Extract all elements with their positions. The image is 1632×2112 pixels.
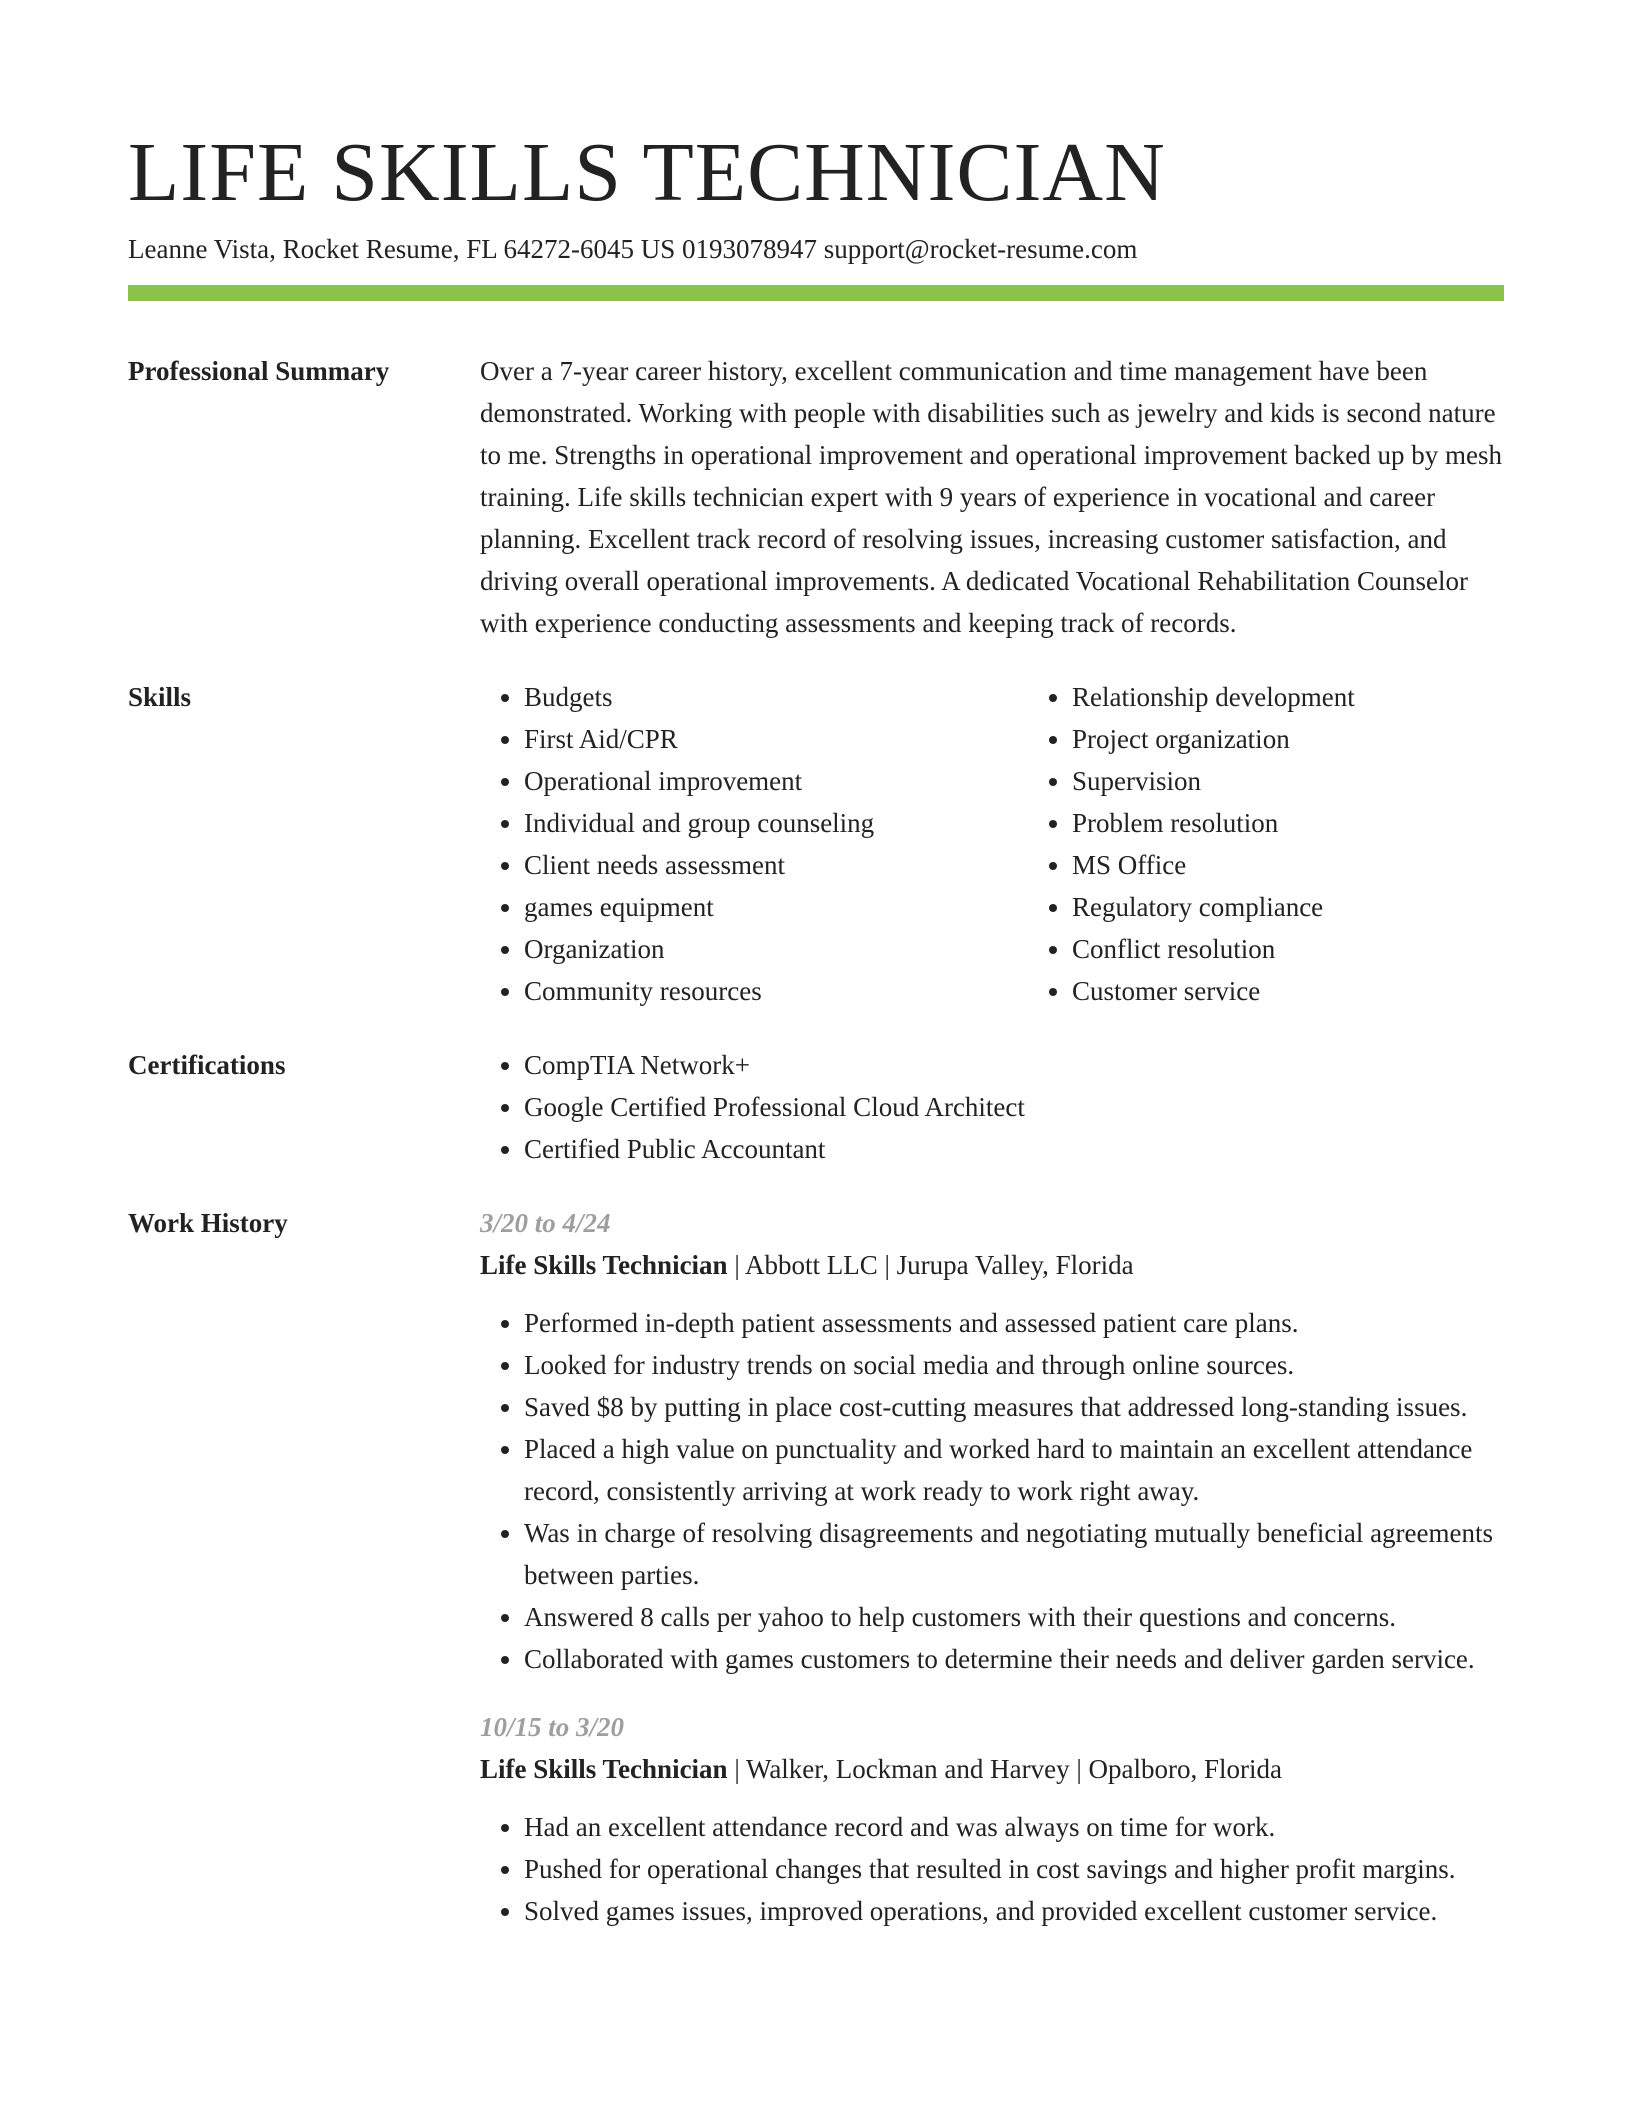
section-label-skills: Skills [128,682,192,712]
skill-item: • Individual and group counseling [524,802,984,844]
certification-item: • Google Certified Professional Cloud Architect [524,1086,1504,1128]
job-bullet: • Was in charge of resolving disagreements and negotiating mutually beneficial agreements between parties. [524,1512,1504,1596]
job-entry [480,1202,1504,1680]
resume-sections [128,350,1504,1990]
job-title: Life Skills Technician [480,1754,728,1784]
skill-item: • Client needs assessment [524,844,984,886]
skill-item: • games equipment [524,886,984,928]
skill-item: • Community resources [524,970,984,1012]
header-divider [128,285,1504,301]
page-title: LIFE SKILLS TECHNICIAN [128,126,1166,219]
job-bullet: • Solved games issues, improved operations, and provided excellent customer service. [524,1890,1504,1932]
job-bullet: • Saved $8 by putting in place cost-cutting measures that addressed long-standing issues. [524,1386,1504,1428]
job-bullets [480,1806,1504,1932]
contact-info: Leanne Vista, Rocket Resume, FL 64272-6045 US 0193078947 support@rocket-resume.com [128,234,1138,264]
skill-item: • Conflict resolution [1072,928,1532,970]
section-label-work-history: Work History [128,1208,288,1238]
skills-body [480,676,1504,1012]
job-details: | Abbott LLC | Jurupa Valley, Florida [727,1250,1134,1280]
certification-item: • CompTIA Network+ [524,1044,1504,1086]
skill-item: • Supervision [1072,760,1532,802]
summary-section [128,350,1504,644]
job-title: Life Skills Technician [480,1250,728,1280]
job-bullet: • Placed a high value on punctuality and worked hard to maintain an excellent attendance record, consistently arriving at work ready to work right away. [524,1428,1504,1512]
job-bullet: • Performed in-depth patient assessments and assessed patient care plans. [524,1302,1504,1344]
skill-item: • Organization [524,928,984,970]
job-bullets [480,1302,1504,1680]
skill-item: • Relationship development [1072,676,1532,718]
skill-item: • Budgets [524,676,984,718]
certification-item: • Certified Public Accountant [524,1128,1504,1170]
skill-item: • MS Office [1072,844,1532,886]
work-history-section [128,1202,1504,1958]
skills-section [128,676,1504,1012]
certifications-section [128,1044,1504,1170]
job-bullet: • Answered 8 calls per yahoo to help customers with their questions and concerns. [524,1596,1504,1638]
summary-text: Over a 7-year career history, excellent communication and time management have been demonstrated. Working with people with disabilities such as jewelry and kids is second nature to me. Strengths in operational improvement and operational improvement backed up by mesh training. Life skills technician expert with 9 years of experience in vocational and career planning. Excellent track record of resolving issues, increasing customer satisfaction, and driving overall operational improvements. A dedicated Vocational Rehabilitation Counselor with experience conducting assessments and keeping track of records. [480,356,1502,638]
skill-item: • Problem resolution [1072,802,1532,844]
skill-item: • Project organization [1072,718,1532,760]
job-entry [480,1706,1504,1932]
job-header [480,1244,1504,1286]
skill-item: • Operational improvement [524,760,984,802]
job-bullet: • Pushed for operational changes that resulted in cost savings and higher profit margins. [524,1848,1504,1890]
work-history-body [480,1202,1504,1958]
job-details: | Walker, Lockman and Harvey | Opalboro, Florida [727,1754,1282,1784]
job-bullet: • Looked for industry trends on social media and through online sources. [524,1344,1504,1386]
skill-item: • Regulatory compliance [1072,886,1532,928]
skills-list-right [1028,676,1532,1012]
job-dates: 10/15 to 3/20 [480,1712,625,1742]
certifications-body [480,1044,1504,1170]
section-label-certifications: Certifications [128,1050,286,1080]
job-bullet: • Collaborated with games customers to determine their needs and deliver garden service. [524,1638,1504,1680]
summary-body [480,350,1504,644]
certifications-list [480,1044,1504,1170]
job-bullet: • Had an excellent attendance record and was always on time for work. [524,1806,1504,1848]
skill-item: • First Aid/CPR [524,718,984,760]
section-label-summary: Professional Summary [128,356,390,386]
job-header [480,1748,1504,1790]
skill-item: • Customer service [1072,970,1532,1012]
job-dates: 3/20 to 4/24 [480,1208,611,1238]
skills-list-left [480,676,984,1012]
